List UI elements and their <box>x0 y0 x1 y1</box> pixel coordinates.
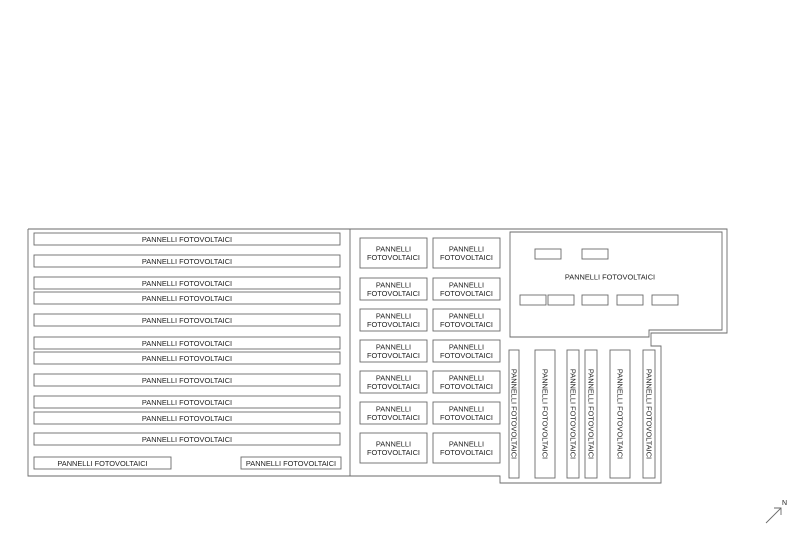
pv-panel-label: PANNELLI <box>448 244 485 254</box>
north-arrow-icon <box>766 508 781 523</box>
pv-panel-label: PANNELLI FOTOVOLTAICI <box>644 368 654 460</box>
pv-panel-label: FOTOVOLTAICI <box>440 448 493 458</box>
pv-panel-small <box>582 295 608 305</box>
panel-group <box>34 233 678 478</box>
pv-panel-label: FOTOVOLTAICI <box>367 320 420 330</box>
north-label: N <box>782 500 788 507</box>
pv-panel-label: PANNELLI <box>448 342 485 352</box>
pv-panel-label: PANNELLI FOTOVOLTAICI <box>568 368 578 460</box>
pv-panel-label: FOTOVOLTAICI <box>440 320 493 330</box>
pv-panel-label: PANNELLI <box>375 404 412 414</box>
pv-panel-small <box>617 295 643 305</box>
pv-panel-label: PANNELLI FOTOVOLTAICI <box>141 414 233 423</box>
pv-panel-label: PANNELLI FOTOVOLTAICI <box>564 272 656 282</box>
pv-panel-small <box>535 249 561 259</box>
pv-panel-label: PANNELLI <box>448 373 485 383</box>
pv-panel-label: FOTOVOLTAICI <box>367 253 420 263</box>
pv-panel-label: PANNELLI <box>448 311 485 321</box>
pv-panel-label: PANNELLI FOTOVOLTAICI <box>245 459 337 468</box>
pv-panel-label: PANNELLI FOTOVOLTAICI <box>586 368 596 460</box>
pv-panel-label: FOTOVOLTAICI <box>367 382 420 392</box>
pv-panel-small <box>582 249 608 259</box>
pv-panel-label: PANNELLI FOTOVOLTAICI <box>141 279 233 288</box>
pv-panel-label: PANNELLI <box>448 439 485 449</box>
pv-panel-label: PANNELLI FOTOVOLTAICI <box>141 354 233 363</box>
pv-panel-label: PANNELLI FOTOVOLTAICI <box>141 435 233 444</box>
pv-panel-label: PANNELLI FOTOVOLTAICI <box>540 368 550 460</box>
pv-panel-label: PANNELLI FOTOVOLTAICI <box>141 257 233 266</box>
pv-panel-label: PANNELLI FOTOVOLTAICI <box>509 368 519 460</box>
pv-panel-label: PANNELLI FOTOVOLTAICI <box>141 316 233 325</box>
pv-panel-label: PANNELLI FOTOVOLTAICI <box>615 368 625 460</box>
pv-panel-label: FOTOVOLTAICI <box>367 448 420 458</box>
pv-panel-label: FOTOVOLTAICI <box>440 351 493 361</box>
pv-panel-label: PANNELLI FOTOVOLTAICI <box>141 398 233 407</box>
pv-panel-label: FOTOVOLTAICI <box>367 289 420 299</box>
pv-panel-label: FOTOVOLTAICI <box>367 413 420 423</box>
pv-panel-label: PANNELLI <box>375 373 412 383</box>
pv-panel-label: PANNELLI <box>448 280 485 290</box>
pv-panel-label: FOTOVOLTAICI <box>440 289 493 299</box>
pv-panel-label: PANNELLI FOTOVOLTAICI <box>141 376 233 385</box>
pv-panel-label: FOTOVOLTAICI <box>440 253 493 263</box>
pv-panel-label: FOTOVOLTAICI <box>440 413 493 423</box>
pv-panel-label: FOTOVOLTAICI <box>440 382 493 392</box>
pv-panel-label: PANNELLI FOTOVOLTAICI <box>57 459 148 468</box>
pv-panel-label: PANNELLI FOTOVOLTAICI <box>141 294 233 303</box>
pv-panel-label: PANNELLI <box>375 342 412 352</box>
pv-panel-small <box>548 295 574 305</box>
pv-panel-label: PANNELLI <box>448 404 485 414</box>
pv-panel-label: PANNELLI <box>375 439 412 449</box>
pv-panel-small <box>652 295 678 305</box>
pv-panel-label: PANNELLI <box>375 244 412 254</box>
pv-panel-label: PANNELLI FOTOVOLTAICI <box>141 339 233 348</box>
building-outline <box>510 232 722 337</box>
pv-panel-label: PANNELLI FOTOVOLTAICI <box>141 235 233 244</box>
pv-panel-label: PANNELLI <box>375 280 412 290</box>
pv-panel-label: FOTOVOLTAICI <box>367 351 420 361</box>
pv-panel-label: PANNELLI <box>375 311 412 321</box>
pv-panel-small <box>520 295 546 305</box>
